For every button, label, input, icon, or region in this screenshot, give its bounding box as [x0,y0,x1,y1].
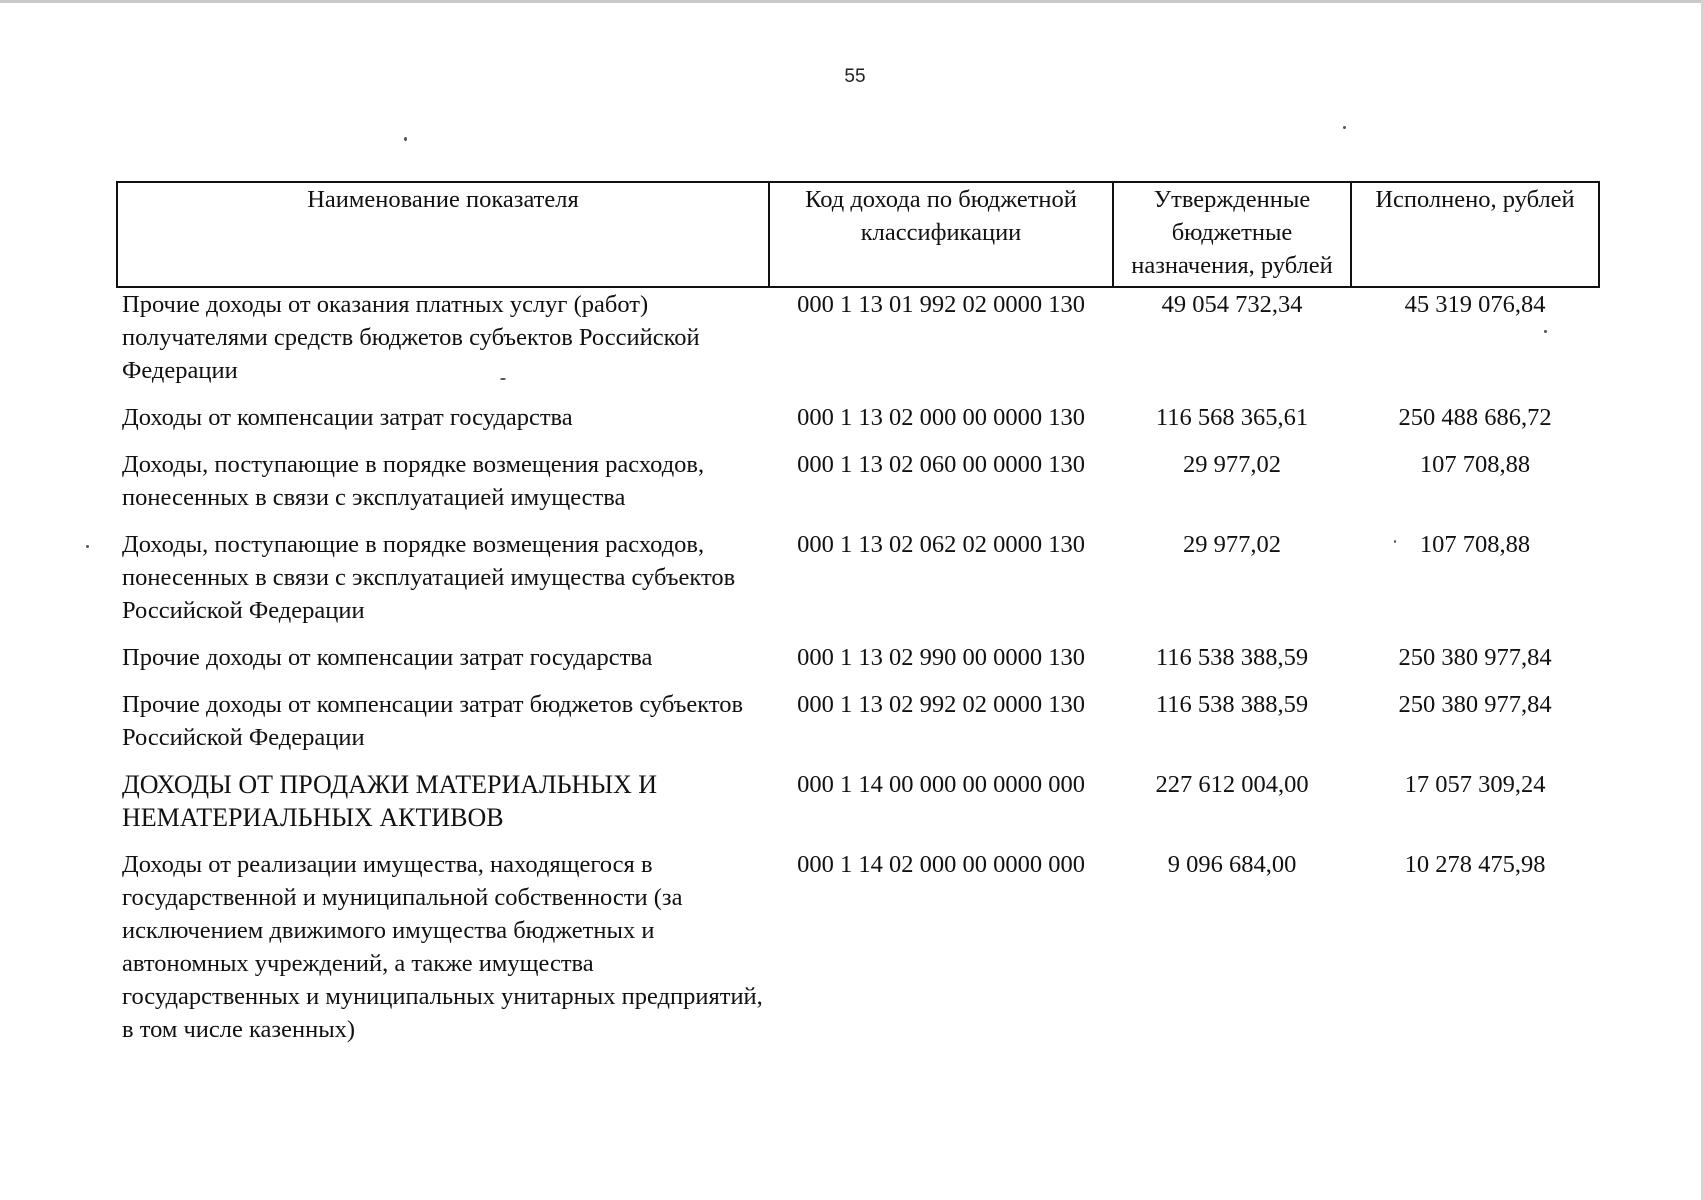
row-executed: 10 278 475,98 [1404,851,1546,878]
row-name: Доходы от реализации имущества, находящегося в государственной и муниципальной собственности (за исключением движимого имущества бюджетных и автономных учреждений, а также имущества государственных и муниципальных унитарных предприятий, в том числе казенных) [122,851,763,1043]
row-name: Прочие доходы от оказания платных услуг (работ) получателями средств бюджетов субъектов Российской Федерации [122,291,700,384]
row-code: 000 1 13 02 062 02 0000 130 [797,531,1085,558]
scan-edge-top [0,0,1704,3]
row-executed: 250 380 977,84 [1398,691,1552,718]
row-code: 000 1 14 02 000 00 0000 000 [797,851,1085,878]
table-row [117,848,1599,1060]
row-executed: 17 057 309,24 [1404,771,1546,798]
row-executed: 107 708,88 [1419,451,1531,478]
header-code: Код дохода по бюджетной классификации [769,182,1113,287]
table-row [117,528,1599,641]
row-executed: 250 380 977,84 [1398,644,1552,671]
row-code: 000 1 13 02 990 00 0000 130 [797,644,1085,671]
header-name: Наименование показателя [117,182,769,287]
row-name: Доходы от компенсации затрат государства [122,404,573,431]
page-number: 55 [844,66,866,87]
row-approved: 29 977,02 [1183,451,1281,478]
scan-speck [404,137,407,141]
row-name: Доходы, поступающие в порядке возмещения расходов, понесенных в связи с эксплуатацией имущества субъектов Российской Федерации [122,531,736,624]
row-executed: 45 319 076,84 [1404,291,1546,318]
row-name: Прочие доходы от компенсации затрат государства [122,644,653,671]
row-name: Доходы, поступающие в порядке возмещения расходов, понесенных в связи с эксплуатацией имущества [122,451,705,511]
row-code: 000 1 13 02 000 00 0000 130 [797,404,1085,431]
header-approved: Утвержденные бюджетные назначения, рублей [1113,182,1351,287]
row-approved: 29 977,02 [1183,531,1281,558]
header-executed: Исполнено, рублей [1351,182,1599,287]
row-approved: 116 538 388,59 [1155,644,1309,671]
table-row [117,641,1599,688]
row-approved: 49 054 732,34 [1161,291,1303,318]
row-executed: 250 488 686,72 [1398,404,1552,431]
row-approved: 116 538 388,59 [1155,691,1309,718]
row-code: 000 1 13 02 060 00 0000 130 [797,451,1085,478]
scan-speck [1343,126,1346,129]
row-code: 000 1 14 00 000 00 0000 000 [797,771,1085,798]
table-row [117,287,1599,401]
scan-speck [86,545,89,548]
row-name: ДОХОДЫ ОТ ПРОДАЖИ МАТЕРИАЛЬНЫХ И НЕМАТЕРИАЛЬНЫХ АКТИВОВ [122,770,658,832]
table-row [117,688,1599,768]
table-row [117,448,1599,528]
row-approved: 227 612 004,00 [1155,771,1309,798]
budget-revenue-table [116,181,1600,1060]
table-header-row [117,182,1599,287]
row-code: 000 1 13 02 992 02 0000 130 [797,691,1085,718]
row-approved: 116 568 365,61 [1155,404,1309,431]
row-approved: 9 096 684,00 [1167,851,1297,878]
table-row [117,401,1599,448]
table-row [117,768,1599,848]
row-code: 000 1 13 01 992 02 0000 130 [797,291,1085,318]
row-executed: 107 708,88 [1419,531,1531,558]
row-name: Прочие доходы от компенсации затрат бюджетов субъектов Российской Федерации [122,691,744,751]
